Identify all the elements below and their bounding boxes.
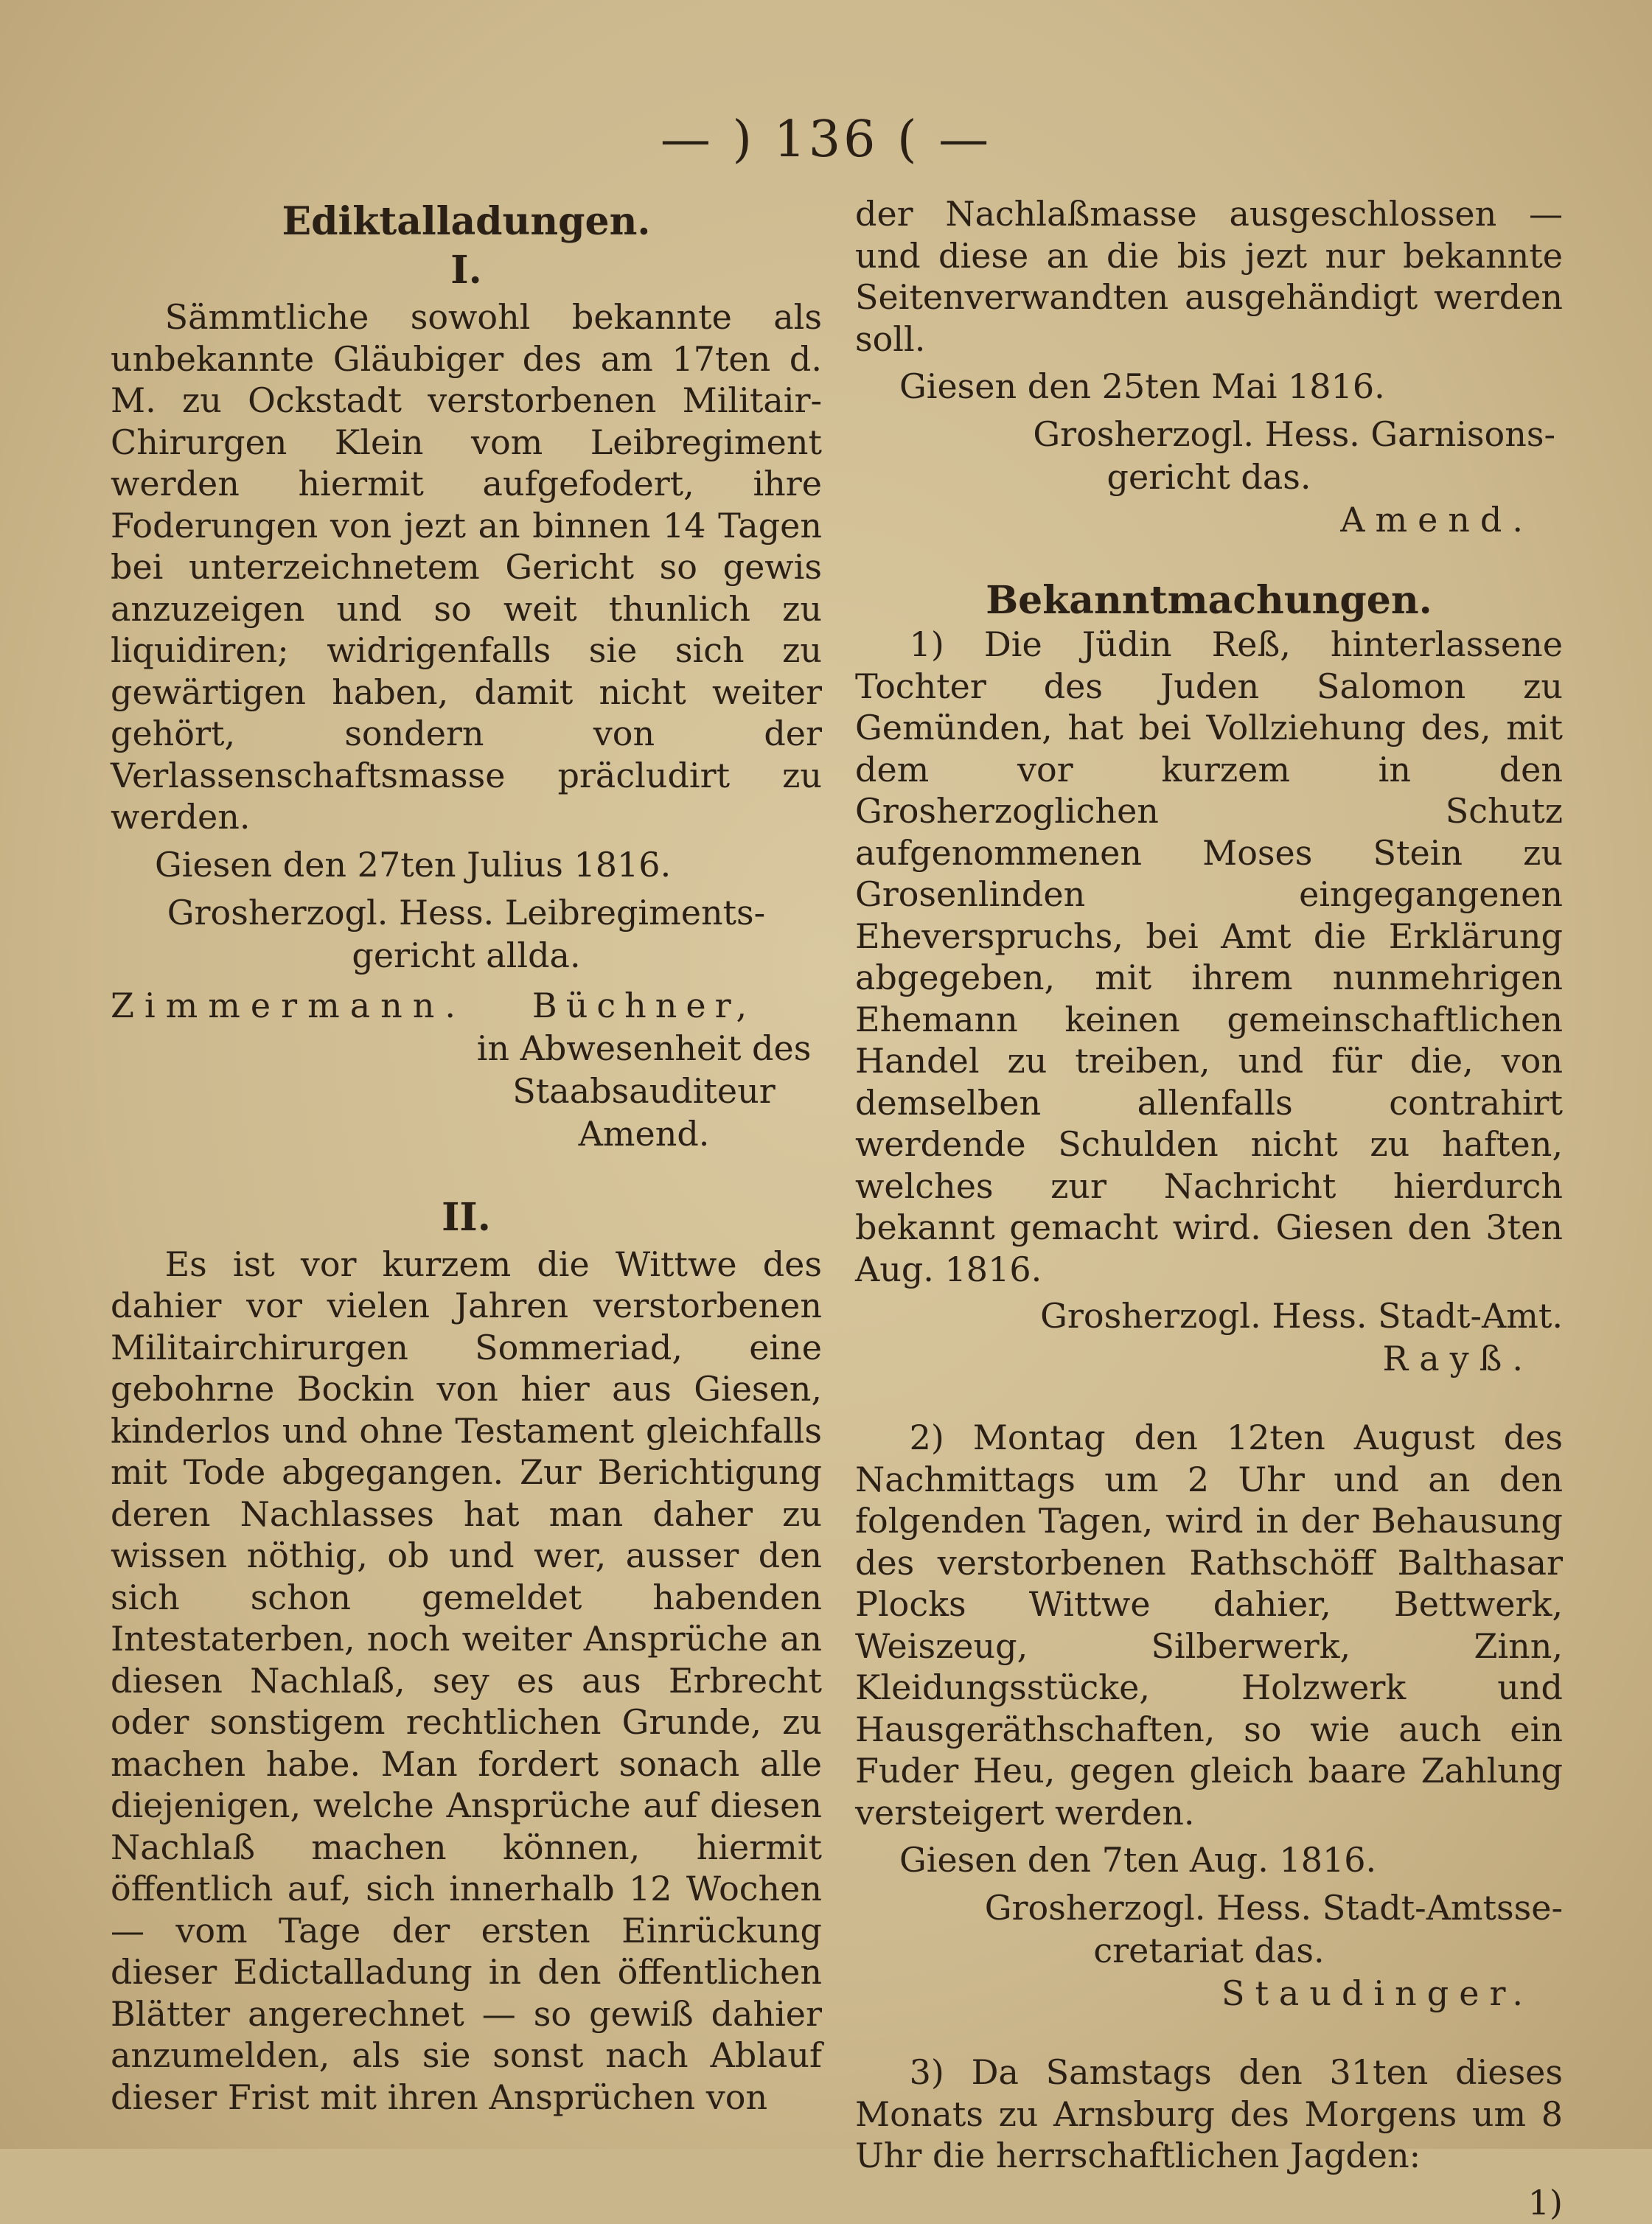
signature-note: Staabsauditeur xyxy=(512,1070,776,1111)
notice-date: Giesen den 25ten Mai 1816. xyxy=(899,366,1385,406)
authority-line: Grosherzogl. Hess. Leibregiments- xyxy=(167,892,766,933)
authority-line: Grosherzogl. Hess. Stadt-Amtsse- xyxy=(984,1888,1563,1928)
notice-text: 2) Montag den 12ten August des Nachmittags um 2 Uhr und an den folgenden Tagen, wird in der Behausung des verstorbenen Rathschöff Balthasar Plocks Wittwe dahier, Bettwerk, Weiszeug, Silberwerk, Zinn, Kleidungsstücke, Holzwerk und Hausgeräthschaften, so wie auch ein Fuder Heu, gegen gleich baare Zahlung versteigert werden. xyxy=(855,1418,1563,1833)
notice-date: Giesen den 27ten Julius 1816. xyxy=(155,844,672,885)
catchword: 1) xyxy=(1527,2182,1563,2223)
notice-text: 3) Da Samstags den 31ten dieses Monats zu Arnsburg des Morgens um 8 Uhr die herrschaftlichen Jagden: xyxy=(855,2052,1563,2175)
signature-note: in Abwesenheit des xyxy=(476,1028,812,1068)
section-number: II. xyxy=(442,1194,491,1240)
section-heading: Bekanntmachungen. xyxy=(986,578,1432,623)
signature: Rayß. xyxy=(1382,1339,1533,1378)
signature: Staudinger. xyxy=(1221,1973,1533,2013)
signature: Büchner, xyxy=(532,985,756,1025)
notice-text: 1) Die Jüdin Reß, hinterlassene Tochter des Juden Salomon zu Gemünden, hat bei Vollziehung des, mit dem vor kurzem in den Grosherzoglichen Schutz aufgenommenen Moses Stein zu Grosenlinden eingegangenen Eheverspruchs, bei Amt die Erklärung abgegeben, mit ihrem nunmehrigen Ehemann keinen gemeinschaftlichen Handel zu treiben, und für die, von demselben allenfalls contrahirt werdende Schulden nicht zu haften, welches zur Nachricht hierdurch bekannt gemacht wird. Giesen den 3ten Aug. 1816. xyxy=(855,624,1563,1289)
signature-block xyxy=(111,984,822,1155)
authority-line: Grosherzogl. Hess. Garnisons- xyxy=(1033,414,1555,454)
notice-text: Sämmtliche sowohl bekannte als unbekannte Gläubiger des am 17ten d. M. zu Ockstadt verstorbenen Militair-Chirurgen Klein vom Leibregiment werden hiermit aufgefodert, ihre Foderungen von jezt an binnen 14 Tagen bei unterzeichnetem Gericht so gewis anzuzeigen und so weit thunlich zu liquidiren; widrigenfalls sie sich zu gewärtigen haben, damit nicht weiter gehört, sondern von der Verlassenschaftsmasse präcludirt zu werden. xyxy=(111,297,822,837)
right-column xyxy=(855,193,1563,2224)
authority-line: Grosherzogl. Hess. Stadt-Amt. xyxy=(1040,1296,1563,1336)
notice-date: Giesen den 7ten Aug. 1816. xyxy=(899,1840,1377,1880)
authority-line: gericht allda. xyxy=(352,935,581,975)
notice-text: der Nachlaßmasse ausgeschlossen — und diese an die bis jezt nur bekannte Seitenverwandten ausgehändigt werden soll. xyxy=(855,194,1563,359)
notice-text: Es ist vor kurzem die Wittwe des dahier vor vielen Jahren verstorbenen Militairchirurgen Sommeriad, eine gebohrne Bockin von hier aus Giesen, kinderlos und ohne Testament gleichfalls mit Tode abgegangen. Zur Berichtigung deren Nachlasses hat man daher zu wissen nöthig, ob und wer, ausser den sich schon gemeldet habenden Intestaterben, noch weiter Ansprüche an diesen Nachlaß, sey es aus Erbrecht oder sonstigem rechtlichen Grunde, zu machen habe. Man fordert sonach alle diejenigen, welche Ansprüche auf diesen Nachlaß machen können, hiermit öffentlich auf, sich innerhalb 12 Wochen — vom Tage der ersten Einrückung dieser Edictalladung in den öffentlichen Blätter angerechnet — so gewiß dahier anzumelden, als sie sonst nach Ablauf dieser Frist mit ihren Ansprüchen von xyxy=(111,1244,822,2117)
section-number: I. xyxy=(450,248,482,293)
authority-line: gericht das. xyxy=(1106,457,1311,497)
signature: Zimmermann. xyxy=(111,985,467,1025)
page-number: — ) 136 ( — xyxy=(660,111,992,169)
authority-line: cretariat das. xyxy=(1093,1931,1325,1970)
signature: Amend. xyxy=(1340,500,1533,540)
signature-note: Amend. xyxy=(578,1113,710,1154)
signature-right xyxy=(466,984,822,1155)
section-heading: Ediktalladungen. xyxy=(282,199,651,244)
left-column xyxy=(111,199,822,2118)
